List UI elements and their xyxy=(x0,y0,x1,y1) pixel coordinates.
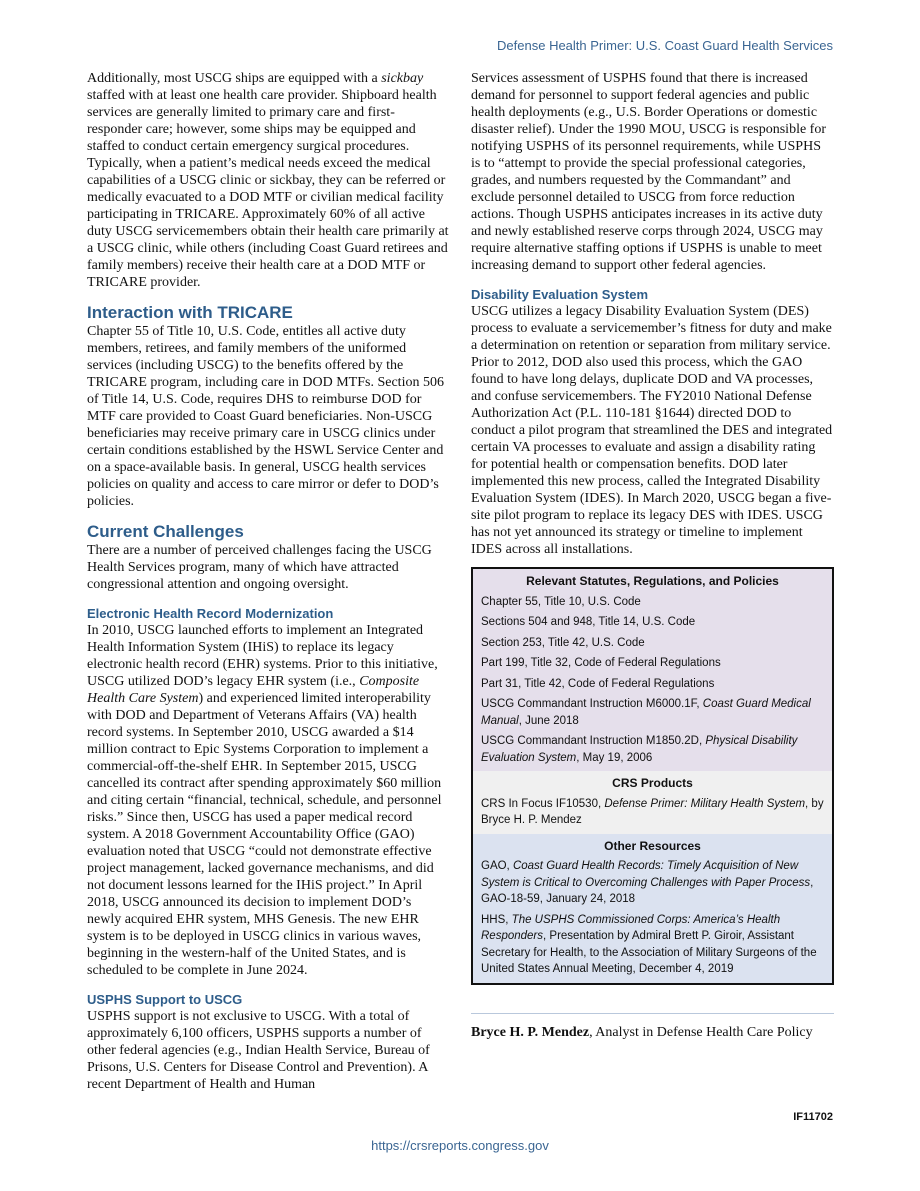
heading-usphs-support: USPHS Support to USCG xyxy=(87,992,243,1007)
other-resources-title: Other Resources xyxy=(604,838,701,853)
paragraph-sickbay: Additionally, most USCG ships are equipped with a sickbay staffed with at least one health care provider. Shipboard health services are generally limited to primary care and first-responder care; however, some ships may be equipped and staffed to conduct certain emergency surgical procedures. Typically, when a patient’s medical needs exceed the medical capabilities of a USCG clinic or sickbay, they can be referred or medically evacuated to a DOD MTF or civilian medical facility participating in TRICARE. Approximately 60% of all active duty USCG servicemembers obtain their health care primarily at a USCG clinic, while others (including Coast Guard retirees and family members) receive their health care at a DOD MTF or TRICARE provider. xyxy=(87,71,449,290)
footer-url-link[interactable]: https://crsreports.congress.gov xyxy=(371,1138,549,1153)
heading-current-challenges: Current Challenges xyxy=(87,522,244,541)
statute-item: Sections 504 and 948, Title 14, U.S. Code xyxy=(481,616,696,628)
author-name: Bryce H. P. Mendez xyxy=(471,1024,590,1040)
statute-item: Chapter 55, Title 10, U.S. Code xyxy=(481,595,641,608)
statute-item: Section 253, Title 42, U.S. Code xyxy=(481,636,645,649)
paragraph-usphs: USPHS support is not exclusive to USCG. With a total of approximately 6,100 officers, USPHS supports a number of other federal agencies (e.g., Indian Health Service, Bureau of Prisons, U.S. Centers for Disease Control and Prevention). A recent Department of Health and Human xyxy=(87,1009,430,1092)
heading-interaction-with-tricare: Interaction with TRICARE xyxy=(87,303,293,322)
left-column xyxy=(87,70,449,1093)
paragraph-des: USCG utilizes a legacy Disability Evaluation System (DES) process to evaluate a servicemember’s fitness for duty and make a determination on retention or separation from military service. Prior to 2012, DOD also used this process, which the GAO found to have long delays, duplicate DOD and VA processes, and confuse servicemembers. The FY2010 National Defense Authorization Act (P.L. 110-181 §1644) directed DOD to conduct a pilot program that streamlined the DES and integrated certain VA processes to evaluate and assign a disability rating for potential health or compensation benefits. DOD later implemented this new process, called the Integrated Disability Evaluation System (IDES). In March 2020, USCG began a five-site pilot program to replace its legacy DES with IDES. USCG has not yet announced its strategy or timeline to implement IDES across all installations. xyxy=(471,304,833,557)
crs-products-section xyxy=(473,771,832,834)
resources-sidebar-box xyxy=(471,567,834,985)
heading-ehr-modernization: Electronic Health Record Modernization xyxy=(87,606,334,621)
paragraph-usphs-continued: Services assessment of USPHS found that there is increased demand for personnel to support federal agencies and public health deployments (e.g., U.S. Border Operations or domestic disaster relief). Under the 1990 MOU, USCG is responsible for notifying USPHS of its personnel requirements, while USPHS is to “attempt to provide the special professional categories, grades, and numbers requested by the Commandant” and exclude personnel detailed to USCG from force reduction actions. Though USPHS anticipates increases in its active duty and newly established reserve corps through 2024, USCG may require alternative staffing options if USPHS is unable to meet increasing demand to support other federal agencies. xyxy=(471,71,826,273)
right-column xyxy=(471,70,833,1042)
author-line: Bryce H. P. Mendez, Analyst in Defense Health Care Policy xyxy=(471,1024,813,1040)
crs-product-item: CRS In Focus IF10530, Defense Primer: Military Health System, by Bryce H. P. Mendez xyxy=(481,797,824,826)
paragraph-tricare: Chapter 55 of Title 10, U.S. Code, entitles all active duty members, retirees, and family members of the uniformed services (including USCG) to the benefits offered by the TRICARE program, including care in DOD MTFs. Section 506 of Title 14, U.S. Code, requires DHS to reimburse DOD for MTF care provided to Coast Guard beneficiaries. Non-USCG beneficiaries may receive primary care in USCG clinics under certain conditions established by the HSWL Service Center and on a space-available basis. In general, USCG health services policies on quality and access to care mirror or defer to DOD’s policies. xyxy=(87,324,444,509)
resource-item: GAO, Coast Guard Health Records: Timely Acquisition of New System is Critical to Overcoming Challenges with Paper Process, GAO-18-59, January 24, 2018 xyxy=(481,860,814,905)
other-resources-section xyxy=(473,834,832,983)
resource-item: HHS, The USPHS Commissioned Corps: America’s Health Responders, Presentation by Admiral Brett P. Giroir, Assistant Secretary for Health, to the Association of Military Surgeons of the United States Annual Meeting, December 4, 2019 xyxy=(481,913,817,975)
paragraph-ehr: In 2010, USCG launched efforts to implement an Integrated Health Information System (IHiS) to replace its legacy electronic health record (EHR) systems. Prior to this initiative, USCG utilized DOD’s legacy EHR system (i.e., Composite Health Care System) and experienced limited interoperability with DOD and Department of Veterans Affairs (VA) health record systems. In September 2010, USCG awarded a $14 million contract to Epic Systems Corporation to implement a commercial-off-the-shelf EHR. In September 2015, USCG cancelled its contract after spending approximately $60 million and citing certain “financial, technical, schedule, and personnel risks.” Since then, USCG has used a paper medical record system. A 2018 Government Accountability Office (GAO) evaluation noted that USCG “could not demonstrate effective project management, lacked governance mechanisms, and did not document lessons learned for the IHiS project.” In April 2018, USCG announced its decision to implement DOD’s newly acquired EHR system, MHS Genesis. The new EHR system is to be deployed in USCG clinics in various waves, beginning in the western-half of the United States, and is scheduled to be complete in June 2024. xyxy=(87,623,442,978)
product-code: IF11702 xyxy=(793,1111,833,1123)
statute-item: USCG Commandant Instruction M1850.2D, Physical Disability Evaluation System, May 19, 2006 xyxy=(481,735,798,764)
statutes-section xyxy=(473,569,832,771)
heading-disability-evaluation: Disability Evaluation System xyxy=(471,287,649,302)
crs-products-title: CRS Products xyxy=(612,776,693,790)
statute-item: USCG Commandant Instruction M6000.1F, Coast Guard Medical Manual, June 2018 xyxy=(481,698,811,727)
running-header: Defense Health Primer: U.S. Coast Guard Health Services xyxy=(497,38,833,53)
statute-item: Part 31, Title 42, Code of Federal Regulations xyxy=(481,677,715,690)
author-divider xyxy=(471,1013,834,1014)
statute-item: Part 199, Title 32, Code of Federal Regulations xyxy=(481,657,721,669)
statutes-title: Relevant Statutes, Regulations, and Policies xyxy=(526,574,779,588)
paragraph-challenges: There are a number of perceived challenges facing the USCG Health Services program, many of which have attracted congressional attention and ongoing oversight. xyxy=(87,543,432,592)
